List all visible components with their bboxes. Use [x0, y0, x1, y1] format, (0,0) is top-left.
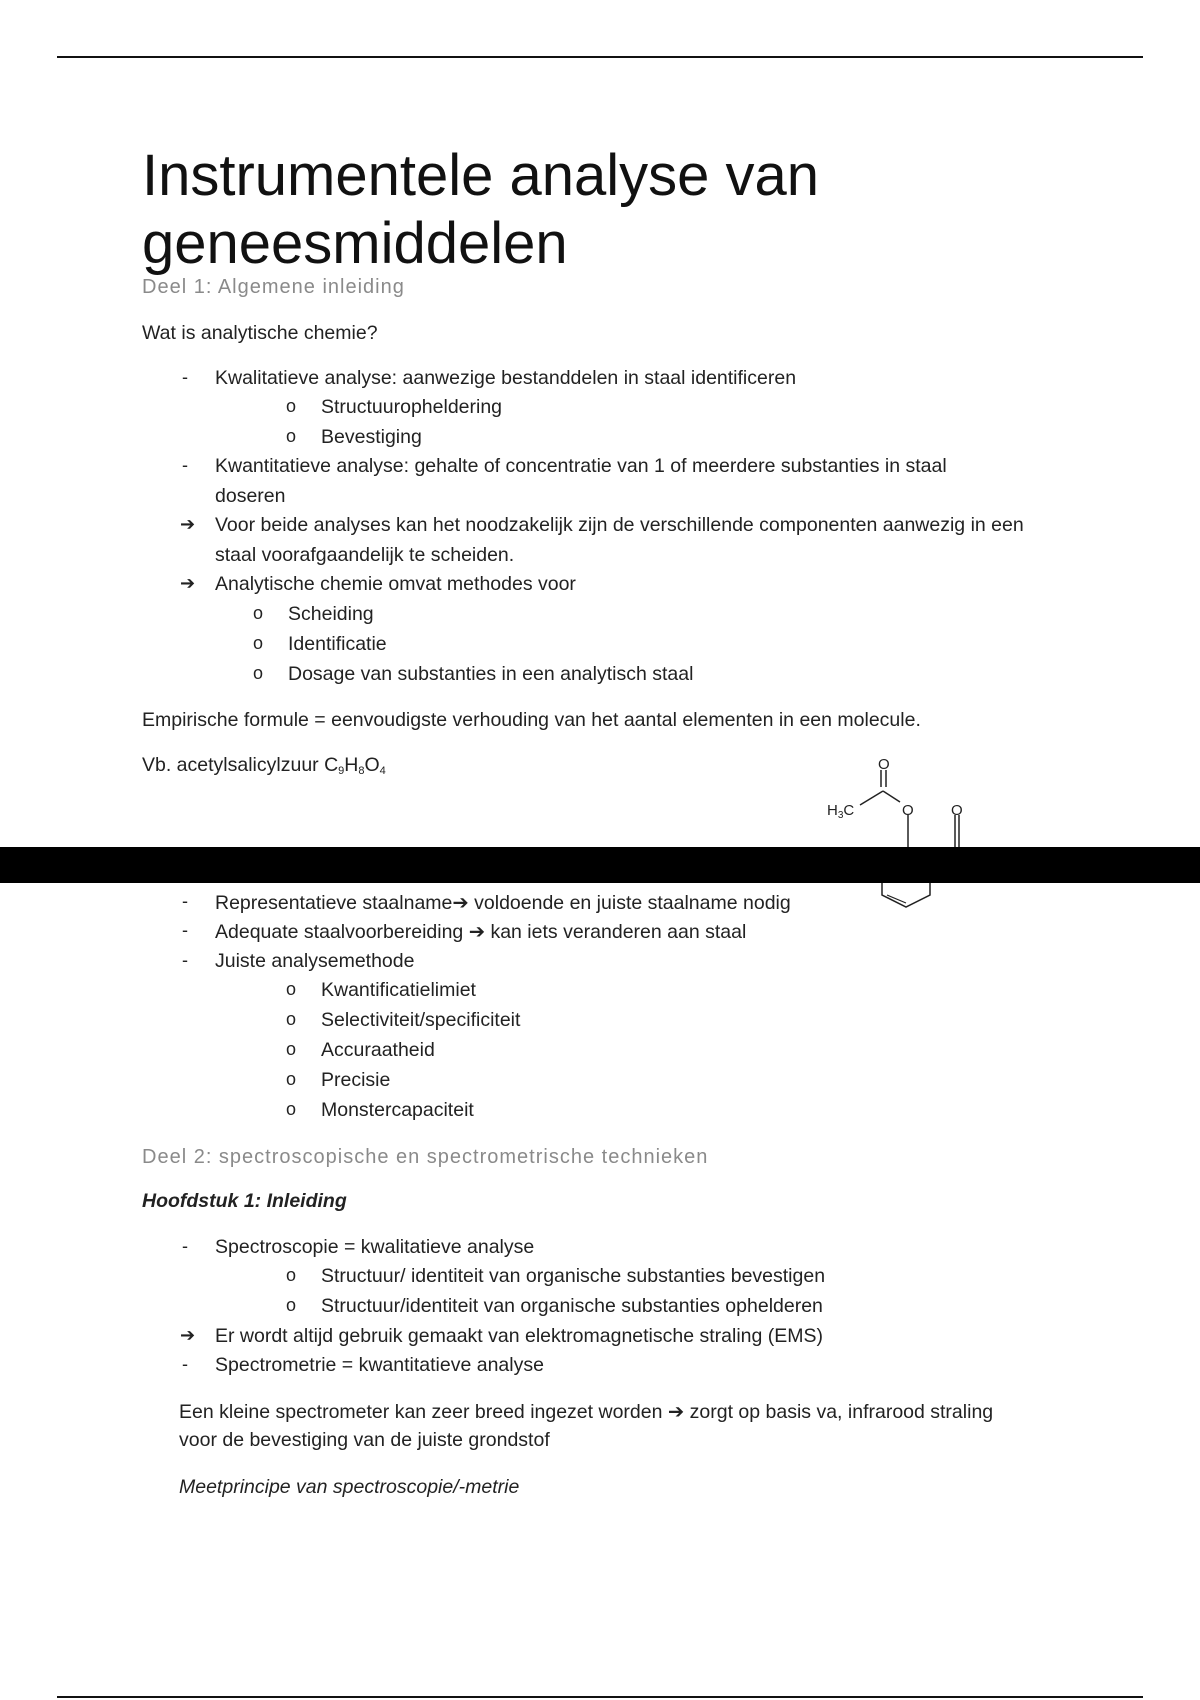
- list-item: Spectroscopie = kwalitatieve analyse: [215, 1236, 535, 1258]
- list-item: Er wordt altijd gebruik gemaakt van elektromagnetische straling (EMS): [215, 1325, 824, 1347]
- list-item: Kwantificatielimiet: [321, 979, 476, 1001]
- list-item-continuation: doseren: [215, 485, 286, 507]
- list-item: Accuraatheid: [321, 1039, 435, 1061]
- list-item: Structuur/identiteit van organische substanties ophelderen: [321, 1295, 823, 1317]
- list-item: Scheiding: [288, 603, 374, 625]
- list-item: Analytische chemie omvat methodes voor: [215, 573, 576, 595]
- circle-bullet: o: [285, 1009, 296, 1029]
- list-item: Bevestiging: [321, 426, 422, 448]
- list-item: Selectiviteit/specificiteit: [321, 1009, 521, 1031]
- question-text: Wat is analytische chemie?: [142, 322, 378, 344]
- dash-bullet: -: [182, 1354, 188, 1374]
- list-item: Dosage van substanties in een analytisch staal: [288, 663, 694, 685]
- circle-bullet: o: [285, 979, 296, 999]
- list-item: Identificatie: [288, 633, 387, 655]
- circle-bullet: o: [285, 1265, 296, 1285]
- list-item: Spectrometrie = kwantitatieve analyse: [215, 1354, 544, 1376]
- list-item: Adequate staalvoorbereiding ➔ kan iets veranderen aan staal: [215, 921, 747, 943]
- arrow-icon: ➔: [667, 1401, 685, 1423]
- paragraph-line: Een kleine spectrometer kan zeer breed ingezet worden ➔ zorgt op basis va, infrarood straling: [179, 1401, 994, 1423]
- list-item: Structuur/ identiteit van organische substanties bevestigen: [321, 1265, 826, 1287]
- acetylsalicylic-acid-structure: [815, 755, 975, 915]
- list-item: Precisie: [321, 1069, 391, 1091]
- circle-bullet: o: [252, 633, 263, 653]
- arrow-icon: ➔: [468, 921, 486, 943]
- dash-bullet: -: [182, 920, 188, 940]
- list-item: Monstercapaciteit: [321, 1099, 474, 1121]
- circle-bullet: o: [285, 1295, 296, 1315]
- subheading-italic: Meetprincipe van spectroscopie/-metrie: [179, 1476, 520, 1498]
- dash-bullet: -: [182, 891, 188, 911]
- ester-oxygen-label: O: [902, 802, 914, 819]
- arrow-icon: ➔: [452, 892, 469, 914]
- circle-bullet: o: [285, 426, 296, 446]
- dash-bullet: -: [182, 950, 188, 970]
- empirical-formula-text: Empirische formule = eenvoudigste verhouding van het aantal elementen in een molecule.: [142, 709, 921, 731]
- list-item: Voor beide analyses kan het noodzakelijk zijn de verschillende componenten aanwezig in een: [215, 514, 1024, 536]
- circle-bullet: o: [285, 1069, 296, 1089]
- dash-bullet: -: [182, 455, 188, 475]
- example-formula: Vb. acetylsalicylzuur $C_9H_8O_4$: [142, 754, 386, 777]
- header-rule: [57, 56, 1143, 58]
- arrow-bullet-icon: ➔: [180, 514, 196, 534]
- arrow-bullet-icon: ➔: [180, 1325, 196, 1345]
- list-item: Structuuropheldering: [321, 396, 503, 418]
- list-item: Kwantitatieve analyse: gehalte of concentratie van 1 of meerdere substanties in staal: [215, 455, 947, 477]
- redaction-bar: [0, 847, 1200, 883]
- carbonyl-oxygen-label: O: [878, 756, 890, 773]
- list-item: Juiste analysemethode: [215, 950, 415, 972]
- chapter-heading: Hoofdstuk 1: Inleiding: [142, 1190, 347, 1212]
- list-item: Kwalitatieve analyse: aanwezige bestanddelen in staal identificeren: [215, 367, 797, 389]
- dash-bullet: -: [182, 1236, 188, 1256]
- methyl-group-label: $H_3C$: [827, 802, 855, 821]
- acid-oxygen-label: O: [951, 802, 963, 819]
- part1-heading: Deel 1: Algemene inleiding: [142, 276, 405, 298]
- list-item-continuation: staal voorafgaandelijk te scheiden.: [215, 544, 515, 566]
- circle-bullet: o: [252, 663, 263, 683]
- arrow-bullet-icon: ➔: [180, 573, 196, 593]
- part2-heading: Deel 2: spectroscopische en spectrometrische technieken: [142, 1146, 709, 1168]
- paragraph-line: voor de bevestiging van de juiste grondstof: [179, 1429, 550, 1451]
- list-item: Representatieve staalname➔ voldoende en juiste staalname nodig: [215, 892, 791, 914]
- dash-bullet: -: [182, 367, 188, 387]
- circle-bullet: o: [285, 1039, 296, 1059]
- document-title: Instrumentele analyse van geneesmiddelen: [142, 143, 820, 276]
- circle-bullet: o: [252, 603, 263, 623]
- circle-bullet: o: [285, 1099, 296, 1119]
- footer-rule: [57, 1696, 1143, 1698]
- circle-bullet: o: [285, 396, 296, 416]
